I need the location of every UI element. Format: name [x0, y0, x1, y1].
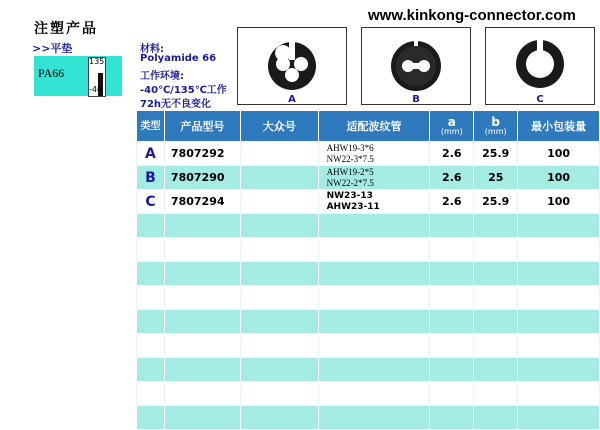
- product-image-a: [237, 27, 347, 105]
- washer-a-icon: [238, 28, 346, 104]
- table-header-row: [137, 111, 600, 142]
- col-header-b-unit: (mm): [484, 127, 507, 136]
- cell-fit: [318, 190, 430, 214]
- table-row-empty: [137, 406, 600, 430]
- cell-fit-line2: NW22-3*7.5: [326, 153, 374, 164]
- cell-a: 2.6: [430, 190, 474, 214]
- cell-a: 2.6: [430, 142, 474, 166]
- cell-vw: [240, 190, 318, 214]
- col-header-a-label: a: [447, 115, 456, 129]
- cell-vw: [240, 142, 318, 166]
- col-header-vw: 大众号: [240, 111, 318, 142]
- table-row-empty: [137, 334, 600, 358]
- cell-fit-line2: AHW23-11: [326, 201, 380, 212]
- image-b-caption: B: [412, 94, 420, 105]
- cell-vw: [240, 166, 318, 190]
- table-row-empty: [137, 358, 600, 382]
- product-image-b: [361, 27, 471, 105]
- cell-model: 7807292: [164, 142, 240, 166]
- table-row-empty: [137, 238, 600, 262]
- cell-moq: 100: [518, 190, 600, 214]
- cell-model: 7807290: [164, 166, 240, 190]
- washer-c-icon: [486, 28, 594, 104]
- table-row-empty: [137, 310, 600, 334]
- table-row-empty: [137, 286, 600, 310]
- cell-b: 25: [474, 166, 518, 190]
- spec-env-value: -40℃/135℃工作: [140, 85, 227, 96]
- table-row: [137, 142, 600, 166]
- cell-model: 7807294: [164, 190, 240, 214]
- page-subtitle: >>平垫: [32, 42, 73, 55]
- cell-b: 25.9: [474, 190, 518, 214]
- washer-b-icon: [362, 28, 470, 104]
- image-a-caption: A: [288, 94, 296, 105]
- col-header-type: 类型: [137, 111, 165, 142]
- table-row-empty: [137, 214, 600, 238]
- col-header-a-unit: (mm): [440, 127, 463, 136]
- cell-fit-line1: AHW19-2*5: [326, 166, 374, 177]
- cell-fit-line1: NW23-13: [326, 190, 373, 201]
- col-header-b-label: b: [491, 115, 501, 129]
- table-row: [137, 190, 600, 214]
- cell-fit: [318, 142, 430, 166]
- cell-type: A: [137, 142, 165, 166]
- cell-fit-line2: NW22-2*7.5: [326, 177, 374, 188]
- col-header-model: 产品型号: [164, 111, 240, 142]
- table-row-empty: [137, 262, 600, 286]
- cell-moq: 100: [518, 142, 600, 166]
- cell-type: B: [137, 166, 165, 190]
- temp-high-label: 135: [89, 57, 105, 66]
- spec-aging: 72h无不良变化: [140, 99, 212, 110]
- cell-fit-line1: AHW19-3*6: [326, 142, 374, 153]
- site-url[interactable]: www.kinkong-connector.com: [368, 7, 576, 24]
- spec-env-label: 工作环境:: [140, 71, 184, 82]
- page-title: 注塑产品: [34, 21, 98, 37]
- col-header-b: [474, 111, 518, 142]
- table-row: [137, 166, 600, 190]
- cell-b: 25.9: [474, 142, 518, 166]
- product-image-c: [485, 27, 595, 105]
- material-label: PA66: [38, 66, 65, 80]
- temp-low-label: -40: [89, 85, 103, 94]
- spec-material-label: 材料:: [140, 44, 164, 55]
- image-c-caption: C: [536, 94, 544, 105]
- cell-a: 2.6: [430, 166, 474, 190]
- table-row-empty: [137, 382, 600, 406]
- col-header-fit: 适配波纹管: [318, 111, 430, 142]
- product-table: [136, 110, 600, 430]
- cell-moq: 100: [518, 166, 600, 190]
- col-header-a: [430, 111, 474, 142]
- col-header-moq: 最小包装量: [518, 111, 600, 142]
- cell-fit: [318, 166, 430, 190]
- cell-type: C: [137, 190, 165, 214]
- spec-material-value: Polyamide 66: [140, 53, 217, 64]
